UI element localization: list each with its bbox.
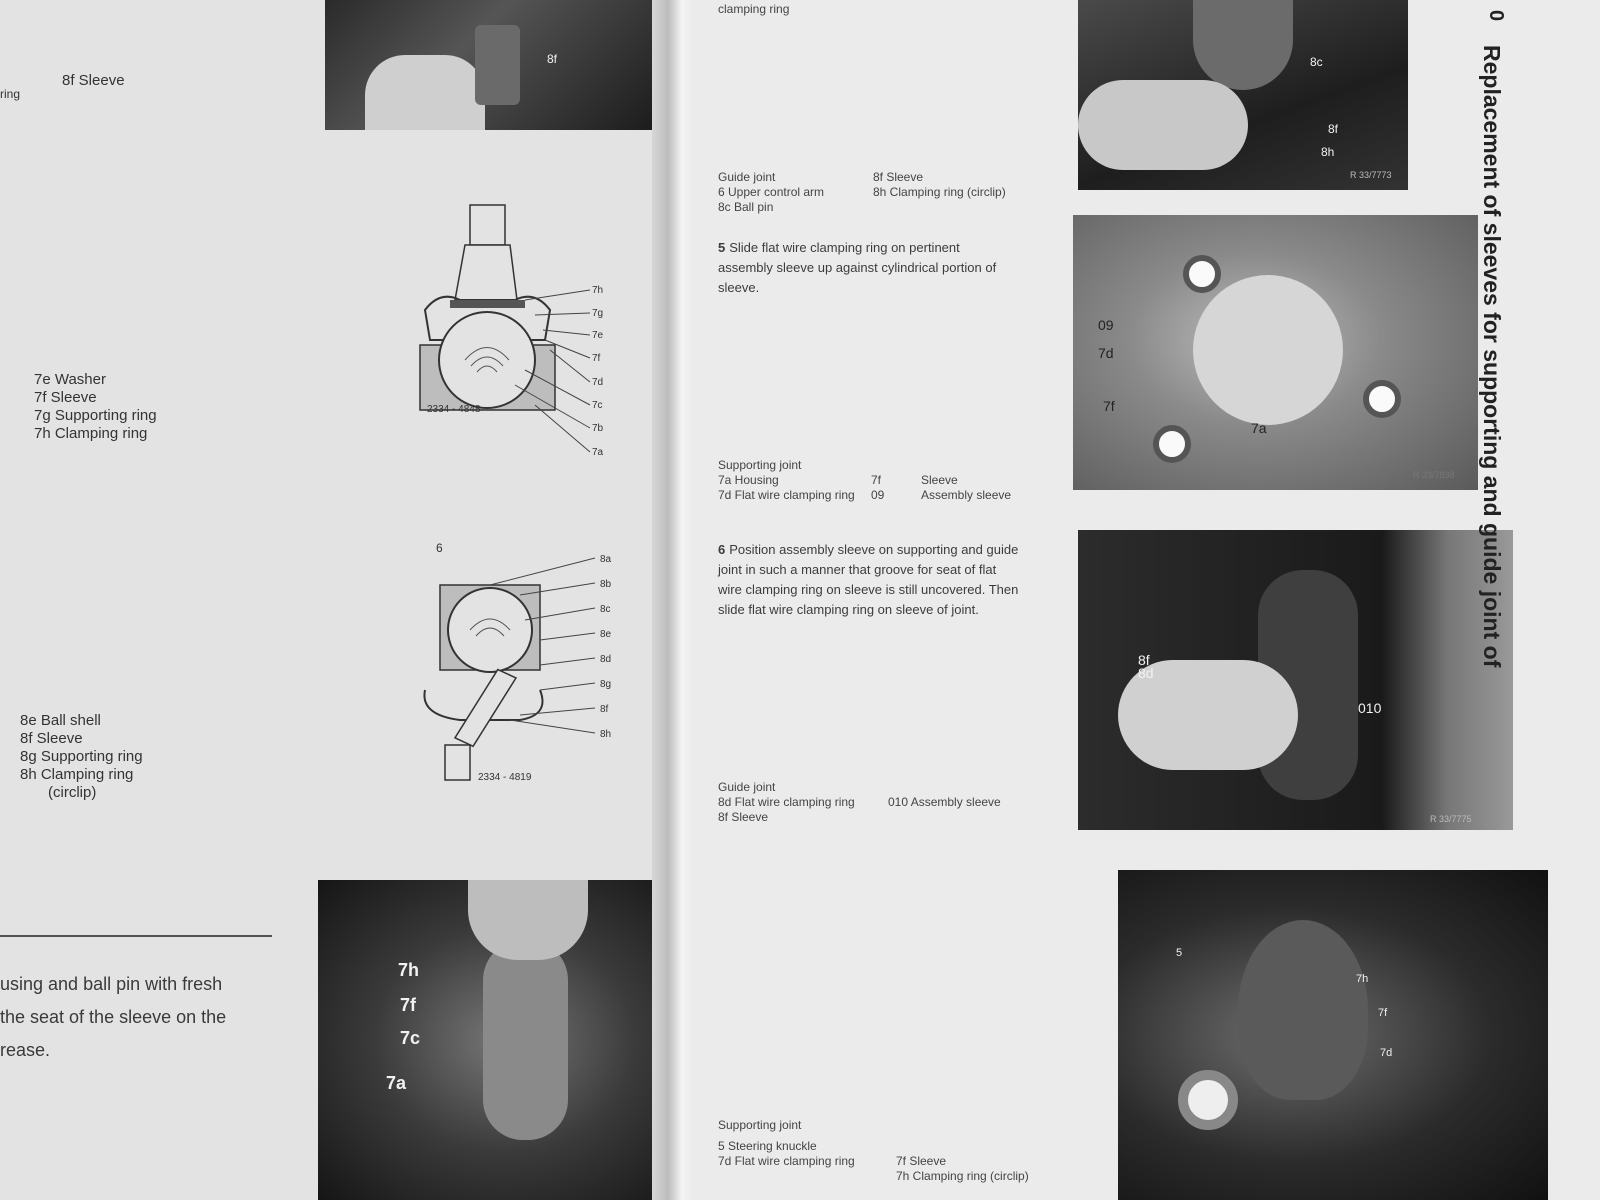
photo-label-7c: 7c xyxy=(400,1028,421,1048)
mid-legend xyxy=(34,371,157,443)
caption-item: 7a Housing xyxy=(718,473,779,487)
diagram1-code: 2334 - 4848 xyxy=(427,404,481,415)
photo-label-7h: 7h xyxy=(398,960,420,980)
photo-label: 8c xyxy=(1310,55,1323,69)
diagram2-number: 6 xyxy=(436,541,443,555)
legend-clamping-ring: 7h Clamping ring xyxy=(34,425,148,442)
photo-label: 8f xyxy=(1138,652,1150,668)
photo-guide-joint-2 xyxy=(1078,530,1513,830)
caption-item: 8c Ball pin xyxy=(718,200,774,214)
section-divider xyxy=(0,935,272,937)
joint-shape xyxy=(1238,920,1368,1100)
callout-7a: 7a xyxy=(592,447,604,458)
page-heading: Replacement of sleeves for supporting and guide joint of xyxy=(1479,45,1505,668)
photo-label: 8f xyxy=(1328,122,1339,136)
caption-item: Sleeve xyxy=(921,473,958,487)
caption-supporting-joint-2 xyxy=(718,1118,855,1169)
caption-item: 8f Sleeve xyxy=(718,810,769,824)
legend-sleeve-8f: 8f Sleeve xyxy=(20,730,83,747)
bottom-line-3: rease. xyxy=(0,1040,51,1060)
photo-label: 7f xyxy=(1103,398,1115,414)
legend-circlip: (circlip) xyxy=(48,784,97,801)
photo-bottom-left xyxy=(318,880,658,1200)
bolt-hole xyxy=(1363,380,1401,418)
hand-shape xyxy=(1078,80,1248,170)
hand-shape xyxy=(365,55,485,130)
photo-top-left xyxy=(325,0,655,130)
photo-label: 5 xyxy=(1176,947,1183,959)
caption-guide-joint-2 xyxy=(718,780,855,825)
legend-clamping-ring-8h: 8h Clamping ring xyxy=(20,766,134,783)
book-gutter xyxy=(652,0,692,1200)
bolt-hole xyxy=(1153,425,1191,463)
photo-label-7a: 7a xyxy=(386,1073,407,1093)
bolt-hole xyxy=(1178,1070,1238,1130)
legend-supporting-ring: 7g Supporting ring xyxy=(34,407,157,424)
caption-title: Guide joint xyxy=(718,780,776,794)
callout-8c: 8c xyxy=(600,604,611,615)
photo-label: 09 xyxy=(1098,317,1114,333)
callout-8a: 8a xyxy=(600,554,612,565)
callout-7g: 7g xyxy=(592,308,604,319)
caption-supporting-joint-1 xyxy=(718,458,855,503)
caption-item: 6 Upper control arm xyxy=(718,185,825,199)
left-page xyxy=(0,0,668,1200)
caption-guide-joint-1 xyxy=(718,170,824,215)
callout-7e: 7e xyxy=(592,330,604,341)
diagram2-code: 2334 - 4819 xyxy=(478,772,532,783)
callout-8d: 8d xyxy=(600,654,612,665)
caption-item: 7d Flat wire clamping ring xyxy=(718,488,855,502)
callout-8g: 8g xyxy=(600,679,612,690)
diagram1-callouts xyxy=(515,285,604,458)
caption-item: 8d Flat wire clamping ring xyxy=(718,795,855,809)
photo-ref: R 33/7838 xyxy=(1413,470,1455,480)
caption-item: Assembly sleeve xyxy=(921,488,1012,502)
callout-7b: 7b xyxy=(592,423,604,434)
callout-8h: 8h xyxy=(600,729,612,740)
photo-label: 7d xyxy=(1380,1047,1393,1059)
section-number: 0 xyxy=(1485,9,1508,22)
supporting-joint-diagram xyxy=(405,200,635,470)
step-line: sleeve. xyxy=(718,280,760,295)
photo-label-7f: 7f xyxy=(400,995,417,1015)
bottom-line-1: using and ball pin with fresh xyxy=(0,974,223,994)
photo-supporting-joint-1 xyxy=(1073,215,1478,490)
step-line: Slide flat wire clamping ring on pertinent xyxy=(729,240,960,255)
photo-guide-joint-1 xyxy=(1078,0,1408,190)
right-page xyxy=(668,0,1600,1200)
callout-7c: 7c xyxy=(592,400,603,411)
photo-label: 7f xyxy=(1378,1007,1388,1019)
joint-shape xyxy=(1193,0,1293,90)
photo-label: 7d xyxy=(1098,345,1114,361)
legend-supporting-ring-8g: 8g Supporting ring xyxy=(20,748,143,765)
top-fragment: clamping ring xyxy=(718,2,790,16)
caption-code: 7f xyxy=(871,473,882,487)
caption-item: 010 Assembly sleeve xyxy=(888,795,1001,809)
joint-shape xyxy=(483,940,568,1140)
caption-code: 09 xyxy=(871,488,885,502)
step-line: slide flat wire clamping ring on sleeve of joint. xyxy=(718,602,979,617)
legend-washer: 7e Washer xyxy=(34,371,106,388)
callout-7f: 7f xyxy=(592,353,601,364)
caption-supporting-joint-1-mid xyxy=(871,473,884,503)
caption-item: 7h Clamping ring (circlip) xyxy=(896,1169,1029,1183)
step-line: wire clamping ring on sleeve is still uncovered. Then xyxy=(718,582,1019,597)
caption-item: 5 Steering knuckle xyxy=(718,1139,817,1153)
photo-supporting-joint-2 xyxy=(1118,870,1548,1200)
photo-ref: R 33/7775 xyxy=(1430,814,1472,824)
step-number: 5 xyxy=(718,240,726,255)
photo-label: 8h xyxy=(1321,145,1335,159)
step-line: joint in such a manner that groove for seat of flat xyxy=(718,562,997,577)
caption-title: Supporting joint xyxy=(718,1118,802,1132)
callout-8f: 8f xyxy=(600,704,609,715)
photo-label: 010 xyxy=(1358,700,1382,716)
hand-shape xyxy=(468,880,588,960)
photo-label: 7h xyxy=(1356,973,1369,985)
top-legend-sleeve: 8f Sleeve xyxy=(62,72,125,89)
callout-7h: 7h xyxy=(592,285,604,296)
caption-guide-joint-2-right xyxy=(888,795,1001,810)
bottom-paragraph xyxy=(0,968,226,1067)
callout-7d: 7d xyxy=(592,377,604,388)
caption-item: 7d Flat wire clamping ring xyxy=(718,1154,855,1168)
caption-supporting-joint-1-right xyxy=(921,473,1011,503)
bottom-line-2: the seat of the sleeve on the xyxy=(0,1007,227,1027)
lower-legend xyxy=(20,712,143,802)
joint-shape xyxy=(475,25,520,105)
joint-shape xyxy=(1193,275,1343,425)
step-line: Position assembly sleeve on supporting and guide xyxy=(729,542,1019,557)
photo-ref: R 33/7773 xyxy=(1350,170,1392,180)
top-legend-ring: ring xyxy=(0,87,21,101)
caption-title: Guide joint xyxy=(718,170,776,184)
bolt-hole xyxy=(1183,255,1221,293)
guide-joint-diagram xyxy=(400,540,640,800)
step-line: assembly sleeve up against cylindrical portion of xyxy=(718,260,997,275)
caption-item: 8f Sleeve xyxy=(873,170,924,184)
legend-ball-shell: 8e Ball shell xyxy=(20,712,101,729)
photo-label: 8f xyxy=(547,52,558,66)
callout-8e: 8e xyxy=(600,629,612,640)
legend-sleeve: 7f Sleeve xyxy=(34,389,97,406)
step-5 xyxy=(718,238,996,298)
caption-title: Supporting joint xyxy=(718,458,802,472)
photo-label: 8d xyxy=(1138,665,1154,681)
step-number: 6 xyxy=(718,542,726,557)
photo-label: 7a xyxy=(1251,420,1267,436)
callout-8b: 8b xyxy=(600,579,612,590)
caption-supporting-joint-2-right xyxy=(896,1154,1029,1184)
caption-item: 8h Clamping ring (circlip) xyxy=(873,185,1006,199)
step-6 xyxy=(718,540,1018,620)
caption-item: 7f Sleeve xyxy=(896,1154,947,1168)
caption-guide-joint-1-right xyxy=(873,170,1006,200)
